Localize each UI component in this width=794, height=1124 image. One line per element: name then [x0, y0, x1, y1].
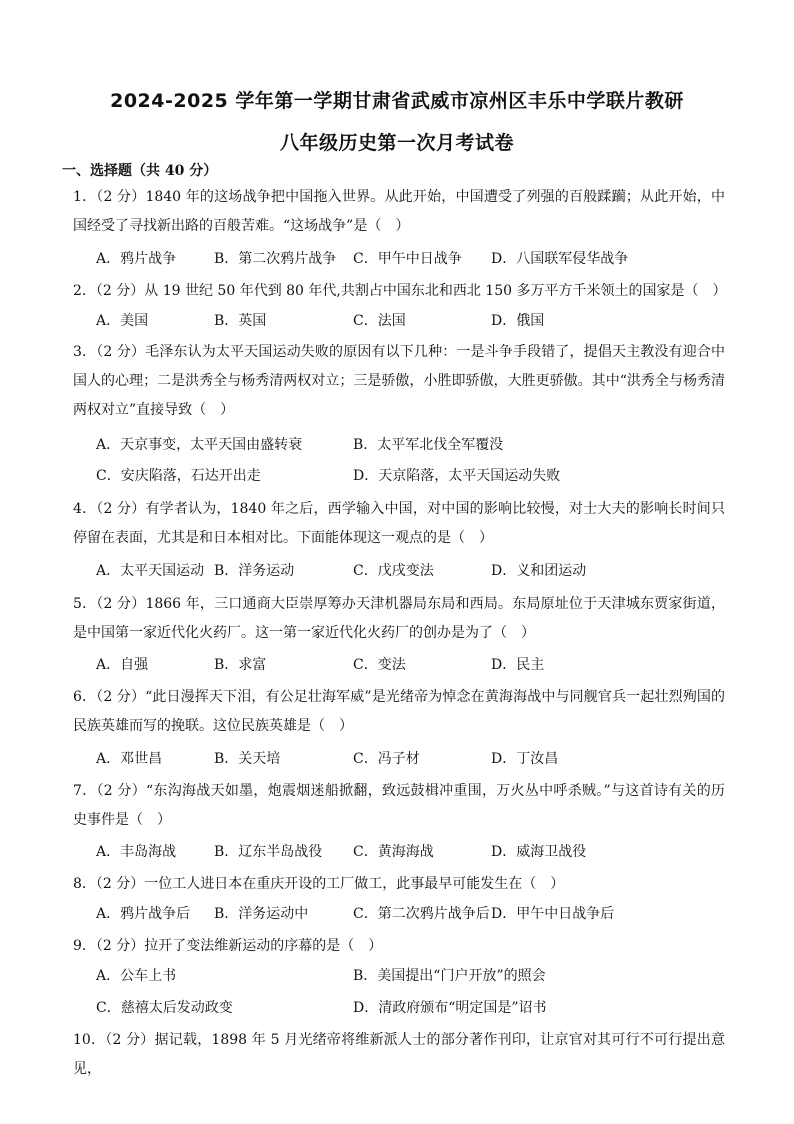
q6-option-a[interactable]: A．邓世昌 [96, 751, 163, 767]
question-7: 7．（2 分）“东沟海战天如墨，炮震烟迷船掀翻，致远鼓楫冲重围，万火丛中呼杀贼。”与这首诗有关的历史事件是（ ） [73, 783, 725, 828]
q6-option-c[interactable]: C．冯子材 [353, 751, 420, 767]
q1-option-a[interactable]: A．鸦片战争 [96, 251, 177, 267]
exam-title-line2: 八年级历史第一次月考试卷 [279, 132, 514, 154]
q8-option-b[interactable]: B．洋务运动中 [214, 906, 309, 922]
question-6: 6．（2 分）“此日漫挥天下泪，有公足壮海军威”是光绪帝为悼念在黄海海战中与同舰官兵一起壮烈殉国的民族英雄而写的挽联。这位民族英雄是（ ） [73, 689, 725, 734]
q7-option-d[interactable]: D．威海卫战役 [491, 844, 587, 860]
q6-option-d[interactable]: D．丁汝昌 [491, 751, 559, 767]
question-2: 2．（2 分）从 19 世纪 50 年代到 80 年代,共割占中国东北和西北 150 多万平方千米领土的国家是（ ） [73, 283, 727, 299]
question-5: 5．（2 分）1866 年，三口通商大臣崇厚筹办天津机器局东局和西局。东局原址位于天津城东贾家街道，是中国第一家近代化火药厂。这一第一家近代化火药厂的创办是为了（ ） [73, 596, 725, 641]
q8-option-a[interactable]: A．鸦片战争后 [96, 906, 191, 922]
q2-option-d[interactable]: D．俄国 [491, 313, 545, 329]
q6-option-b[interactable]: B．关天培 [214, 751, 281, 767]
q4-option-b[interactable]: B．洋务运动 [214, 563, 295, 579]
q2-option-a[interactable]: A．美国 [96, 313, 149, 329]
q1-option-d[interactable]: D．八国联军侵华战争 [491, 251, 629, 267]
q4-option-d[interactable]: D．义和团运动 [491, 563, 587, 579]
question-9: 9．（2 分）拉开了变法维新运动的序幕的是（ ） [73, 938, 383, 954]
section-heading: 一、选择题（共 40 分） [62, 163, 218, 179]
q8-option-d[interactable]: D．甲午中日战争后 [491, 906, 615, 922]
q8-option-c[interactable]: C．第二次鸦片战争后 [353, 906, 490, 922]
q7-option-b[interactable]: B．辽东半岛战役 [214, 844, 323, 860]
question-1: 1．（2 分）1840 年的这场战争把中国拖入世界。从此开始，中国遭受了列强的百般蹂躏；从此开始，中国经受了寻找新出路的百般苦难。“这场战争”是（ ） [73, 189, 725, 234]
q7-option-c[interactable]: C．黄海海战 [353, 844, 434, 860]
q9-option-a[interactable]: A．公车上书 [96, 968, 177, 984]
q3-option-c[interactable]: C．安庆陷落，石达开出走 [96, 468, 261, 484]
q4-option-a[interactable]: A．太平天国运动 [96, 563, 205, 579]
question-8: 8．（2 分）一位工人进日本在重庆开设的工厂做工，此事最早可能发生在（ ） [73, 876, 565, 892]
q3-option-d[interactable]: D．天京陷落，太平天国运动失败 [353, 468, 561, 484]
q9-option-b[interactable]: B．美国提出“门户开放”的照会 [353, 968, 546, 984]
q1-option-b[interactable]: B．第二次鸦片战争 [214, 251, 337, 267]
exam-title-line1: 2024-2025 学年第一学期甘肃省武威市凉州区丰乐中学联片教研 [110, 90, 684, 112]
q3-option-a[interactable]: A．天京事变，太平天国由盛转衰 [96, 437, 303, 453]
q5-option-b[interactable]: B．求富 [214, 657, 267, 673]
question-10: 10．（2 分）据记载，1898 年 5 月光绪帝将维新派人士的部分著作刊印，让京官对其可行不可行提出意见， [73, 1032, 725, 1077]
q2-option-b[interactable]: B．英国 [214, 313, 267, 329]
question-4: 4．（2 分）有学者认为，1840 年之后，西学输入中国，对中国的影响比较慢，对士大夫的影响长时间只停留在表面，尤其是和日本相对比。下面能体现这一观点的是（ ） [73, 501, 725, 546]
q4-option-c[interactable]: C．戊戌变法 [353, 563, 434, 579]
q5-option-a[interactable]: A．自强 [96, 657, 149, 673]
q2-option-c[interactable]: C．法国 [353, 313, 406, 329]
q5-option-d[interactable]: D．民主 [491, 657, 545, 673]
q1-option-c[interactable]: C．甲午中日战争 [353, 251, 462, 267]
q9-option-c[interactable]: C．慈禧太后发动政变 [96, 1000, 233, 1016]
q5-option-c[interactable]: C．变法 [353, 657, 406, 673]
question-3: 3．（2 分）毛泽东认为太平天国运动失败的原因有以下几种：一是斗争手段错了，提倡天主教没有迎合中国人的心理；二是洪秀全与杨秀清两权对立；三是骄傲，小胜即骄傲，大胜更骄傲。其中“洪秀全与杨秀清两权对立”直接导致（ ） [73, 344, 725, 418]
q3-option-b[interactable]: B．太平军北伐全军覆没 [353, 437, 504, 453]
q9-option-d[interactable]: D．清政府颁布“明定国是”诏书 [353, 1000, 547, 1016]
q7-option-a[interactable]: A．丰岛海战 [96, 844, 177, 860]
